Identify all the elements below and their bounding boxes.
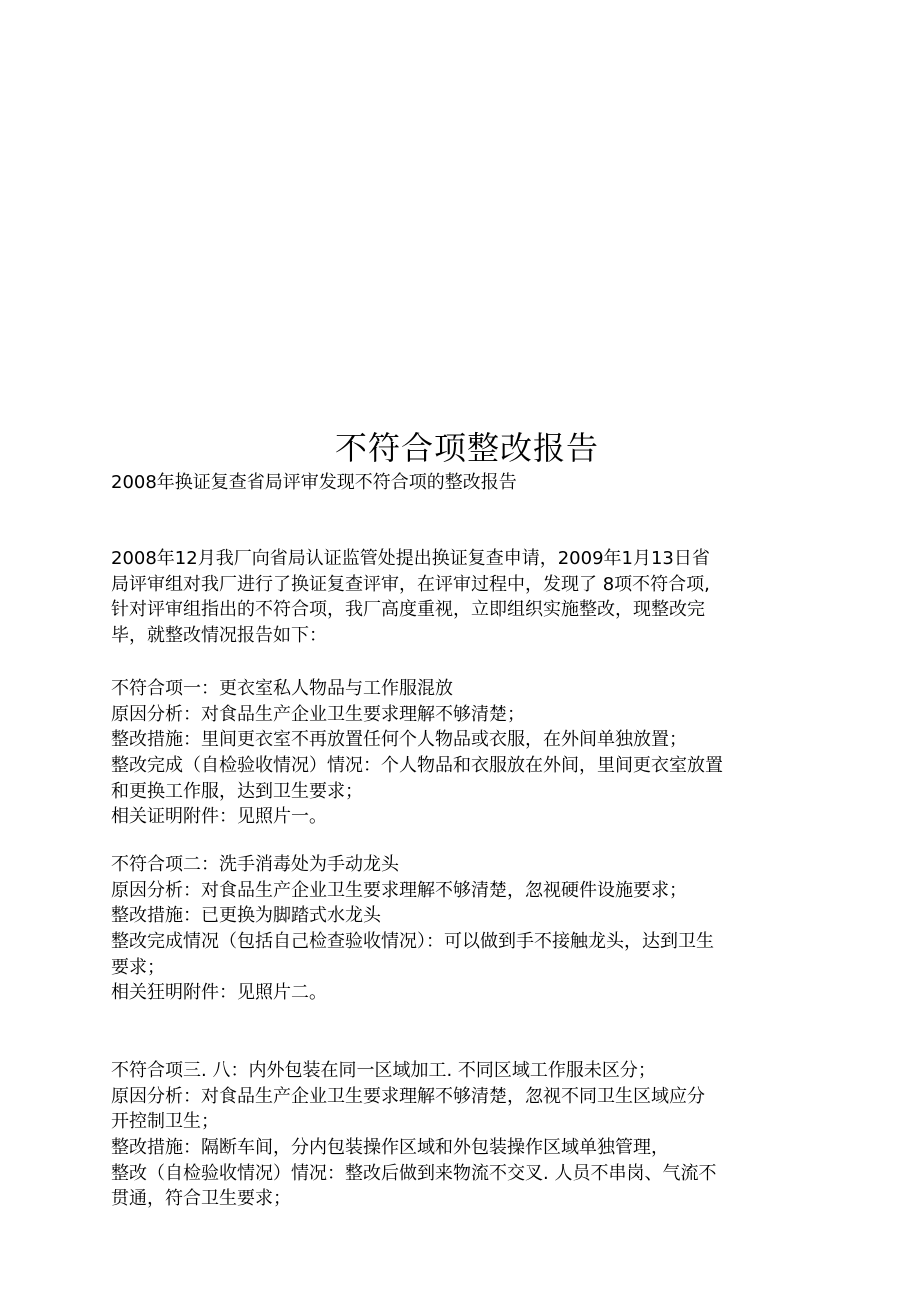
corrective-measure: 整改措施：里间更衣室不再放置任何个人物品或衣服，在外间单独放置； xyxy=(111,729,687,751)
completion-status: 整改完成情况（包括自己检查验收情况）：可以做到手不接触龙头，达到卫生 xyxy=(111,931,714,953)
section-heading: 不符合项二：洗手消毒处为手动龙头 xyxy=(111,854,399,875)
intro-line: 毕，就整改情况报告如下： xyxy=(111,625,327,647)
intro-paragraph xyxy=(111,546,791,649)
intro-line: 针对评审组指出的不符合项，我厂高度重视，立即组织实施整改，现整改完 xyxy=(111,599,705,621)
completion-status: 整改（自检验收情况）情况：整改后做到来物流不交叉. 人员不串岗、气流不 xyxy=(111,1162,717,1184)
corrective-measure: 整改措施：已更换为脚踏式水龙头 xyxy=(111,905,381,927)
intro-line: 2008年12月我厂向省局认证监管处提出换证复查申请，2009年1月13日省 xyxy=(111,548,710,569)
attachment-note: 相关证明附件：见照片一。 xyxy=(111,806,327,828)
completion-status-cont: 和更换工作服，达到卫生要求； xyxy=(111,780,363,802)
document-subtitle: 2008年换证复查省局评审发现不符合项的整改报告 xyxy=(111,472,517,493)
completion-status: 整改完成（自检验收情况）情况：个人物品和衣服放在外间，里间更衣室放置 xyxy=(111,755,723,777)
document-title: 不符合项整改报告 xyxy=(334,429,599,467)
section-heading: 不符合项一：更衣室私人物品与工作服混放 xyxy=(111,678,453,699)
nonconformity-section-2 xyxy=(111,852,791,1006)
completion-status-cont: 贯通，符合卫生要求； xyxy=(111,1188,291,1210)
intro-line: 局评审组对我厂进行了换证复查评审，在评审过程中，发现了 8项不符合项, xyxy=(111,573,710,595)
nonconformity-section-1 xyxy=(111,676,791,830)
cause-analysis-cont: 开控制卫生； xyxy=(111,1111,219,1133)
section-heading: 不符合项三. 八：内外包装在同一区域加工. 不同区域工作服未区分； xyxy=(111,1060,656,1081)
attachment-note: 相关狂明附件：见照片二。 xyxy=(111,982,327,1004)
completion-status-cont: 要求； xyxy=(111,956,165,978)
corrective-measure: 整改措施：隔断车间，分内包装操作区域和外包装操作区域单独管理， xyxy=(111,1137,669,1159)
cause-analysis: 原因分析：对食品生产企业卫生要求理解不够清楚，忽视硬件设施要求； xyxy=(111,879,687,901)
cause-analysis: 原因分析：对食品生产企业卫生要求理解不够清楚； xyxy=(111,703,525,725)
nonconformity-section-3 xyxy=(111,1058,791,1212)
cause-analysis: 原因分析：对食品生产企业卫生要求理解不够清楚，忽视不同卫生区域应分 xyxy=(111,1085,705,1107)
